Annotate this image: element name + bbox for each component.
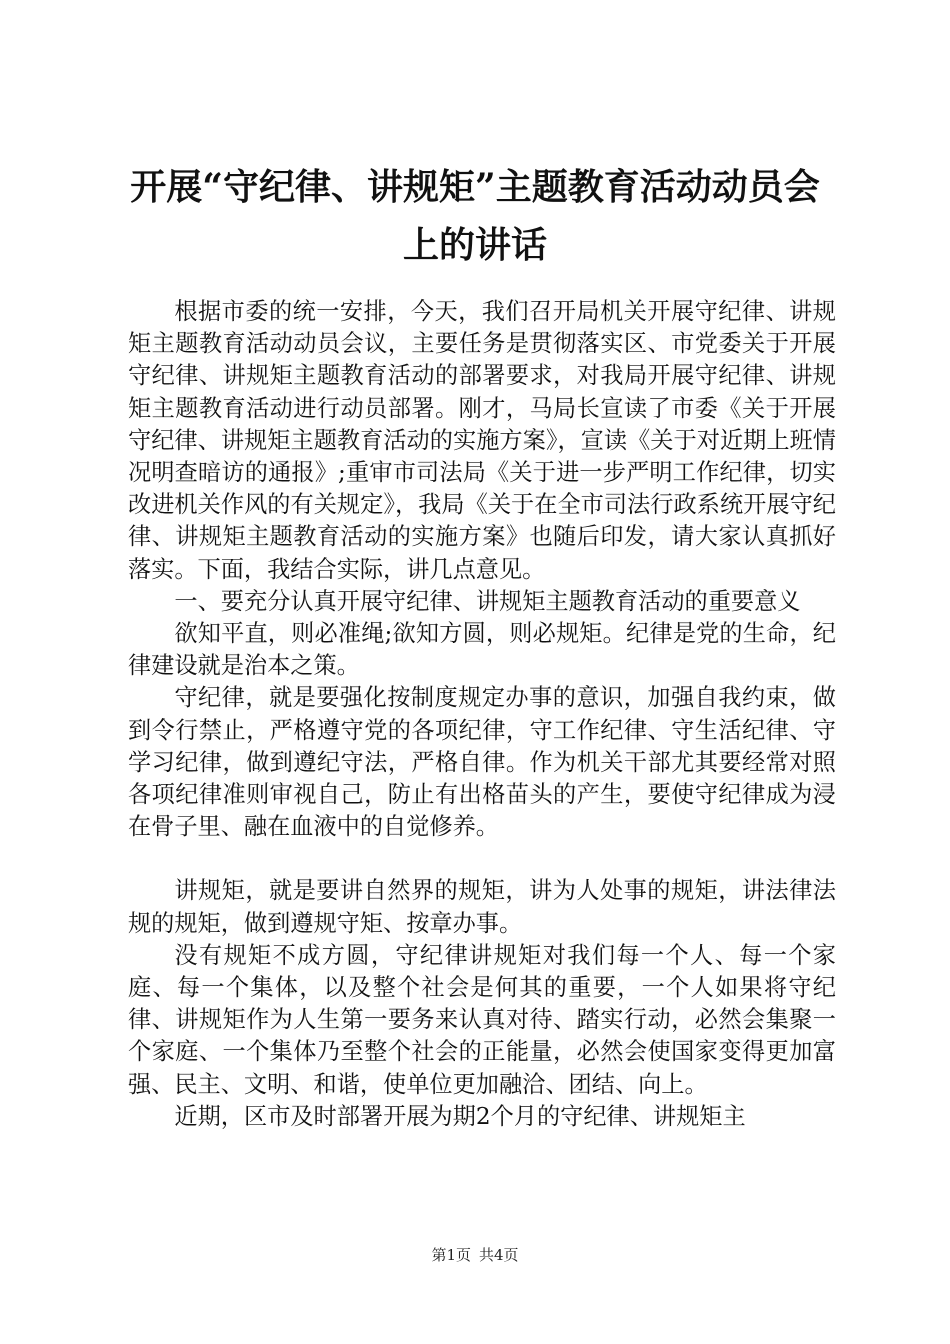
section-heading-1: 一、要充分认真开展守纪律、讲规矩主题教育活动的重要意义	[174, 587, 801, 615]
paragraph: 守纪律，就是要强化按制度规定办事的意识，加强自我约束，做到令行禁止，严格遵守党的各项纪律，守工作纪律、守生活纪律、守学习纪律，做到遵纪守法，严格自律。作为机关干部尤其要经常对照各项纪律准则审视自己，防止有出格苗头的产生，要使守纪律成为浸在骨子里、融在血液中的自觉修养。	[128, 684, 836, 841]
blank-line	[128, 843, 836, 875]
document-title	[110, 158, 840, 274]
page-number: 第1页	[431, 1246, 471, 1264]
title-line-2: 上的讲话	[402, 224, 547, 266]
title-line-1: 开展“守纪律、讲规矩”主题教育活动动员会	[130, 166, 820, 208]
document-body	[128, 296, 836, 1133]
paragraph-intro: 根据市委的统一安排，今天，我们召开局机关开展守纪律、讲规矩主题教育活动动员会议，主要任务是贯彻落实区、市党委关于开展守纪律、讲规矩主题教育活动的部署要求，对我局开展守纪律、讲规矩主题教育活动进行动员部署。刚才，马局长宣读了市委《关于开展守纪律、讲规矩主题教育活动的实施方案》，宣读《关于对近期上班情况明查暗访的通报》;重审市司法局《关于进一步严明工作纪律，切实改进机关作风的有关规定》，我局《关于在全市司法行政系统开展守纪律、讲规矩主题教育活动的实施方案》也随后印发，请大家认真抓好落实。下面，我结合实际，讲几点意见。	[128, 298, 836, 583]
paragraph: 近期，区市及时部署开展为期2个月的守纪律、讲规矩主	[174, 1102, 746, 1130]
paragraph: 欲知平直，则必准绳;欲知方圆，则必规矩。纪律是党的生命，纪律建设就是治本之策。	[128, 620, 836, 680]
paragraph: 没有规矩不成方圆，守纪律讲规矩对我们每一个人、每一个家庭、每一个集体，以及整个社会是何其的重要，一个人如果将守纪律、讲规矩作为人生第一要务来认真对待、踏实行动，必然会集聚一个家庭、一个集体乃至整个社会的正能量，必然会使国家变得更加富强、民主、文明、和谐，使单位更加融洽、团结、向上。	[128, 941, 836, 1098]
page-footer	[0, 1244, 950, 1265]
page-total: 共4页	[479, 1246, 519, 1264]
paragraph: 讲规矩，就是要讲自然界的规矩，讲为人处事的规矩，讲法律法规的规矩，做到遵规守矩、按章办事。	[128, 877, 836, 937]
